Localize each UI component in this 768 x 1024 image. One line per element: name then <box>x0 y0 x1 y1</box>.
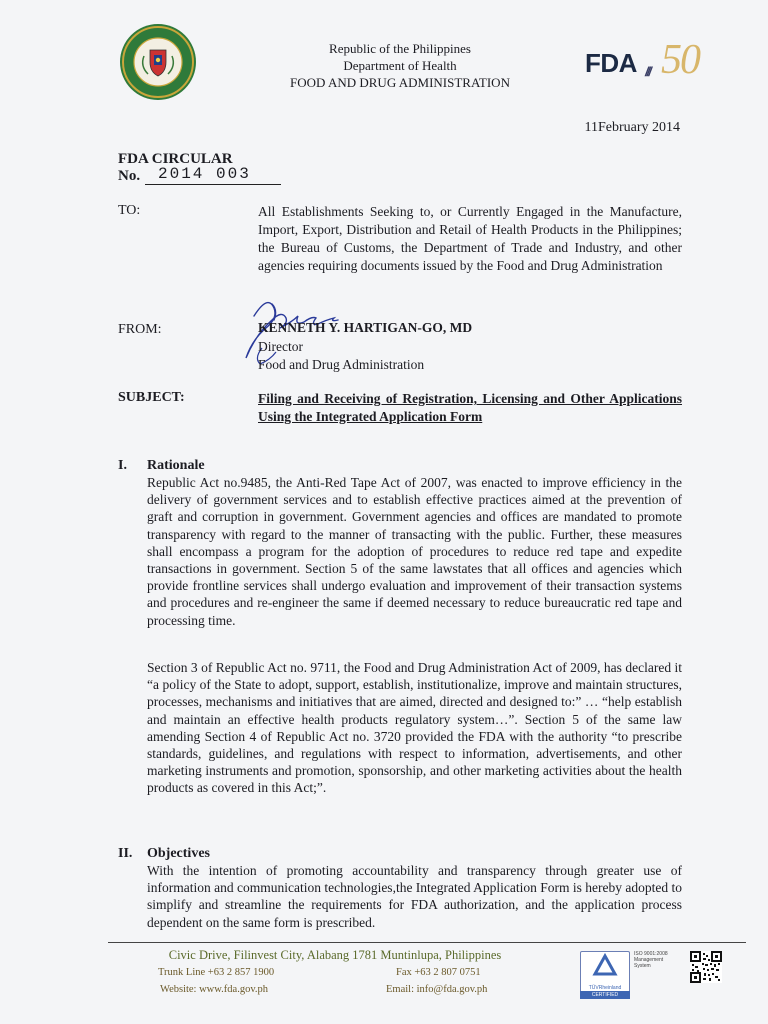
subject-text: Filing and Receiving of Registration, Licensing and Other Applications Using the Integrated Application Form <box>258 391 682 424</box>
letterhead-agency: FOOD AND DRUG ADMINISTRATION <box>290 75 510 90</box>
logo-anniversary-number: 50 <box>661 37 699 83</box>
objectives-paragraph: With the intention of promoting accountability and transparency through greater use of information and communication technologies,the Integrated Application Form is hereby adopted to simplify and streamline the requirements for FDA authorization, and the application process dependent on the same form is prescribed. <box>147 863 682 930</box>
letterhead <box>240 40 560 91</box>
tuv-label: TÜVRheinland <box>588 985 622 991</box>
circular-number-underline <box>145 184 281 185</box>
footer-divider <box>108 942 746 943</box>
from-organization: Food and Drug Administration <box>258 357 425 372</box>
circular-number-label: No. <box>118 168 141 184</box>
circular-title: FDA CIRCULAR <box>118 151 233 167</box>
subject-label: SUBJECT: <box>118 390 185 405</box>
section-title-rationale: Rationale <box>147 458 205 473</box>
from-name: KENNETH Y. HARTIGAN-GO, MD <box>258 320 473 335</box>
letterhead-country: Republic of the Philippines <box>329 41 471 56</box>
to-label: TO: <box>118 203 141 218</box>
document-date: 11February 2014 <box>584 120 680 135</box>
section-number: I. <box>118 458 127 473</box>
tuv-certified-caption: CERTIFIED <box>580 991 630 999</box>
section-title-objectives: Objectives <box>147 846 210 861</box>
circular-number-value: 2014 003 <box>158 165 251 183</box>
tuv-certification-logo <box>580 951 630 993</box>
section-number: II. <box>118 846 133 861</box>
fda-50-logo <box>583 30 723 90</box>
iso-certification-text: ISO 9001:2008 Management System <box>634 951 668 969</box>
doh-seal-icon <box>118 22 198 102</box>
to-recipients: All Establishments Seeking to, or Currently Engaged in the Manufacture, Import, Export, Distribution and Retail of Health Products in the Philippines; the Bureau of Customs, the Department of Trade and Industry, and other agencies requiring documents issued by the Food and Drug Administration <box>258 204 682 273</box>
footer-address: Civic Drive, Filinvest City, Alabang 1781 Muntinlupa, Philippines <box>168 948 502 962</box>
tuv-triangle-icon <box>581 952 629 980</box>
qr-code-icon <box>690 951 722 983</box>
footer-email: Email: info@fda.gov.ph <box>386 984 488 995</box>
rationale-paragraph-1: Republic Act no.9485, the Anti-Red Tape Act of 2007, was enacted to improve efficiency in the delivery of government services and to establish effective practices aimed at the prevention of graft and corruption in government. Government agencies and offices are mandated to promote transparency with regard to the manner of transacting with the public. Further, these measures shall encompass a program for the adoption of procedures to reduce red tape and expedite transactions in government. Section 5 of the same lawstates that all offices and agencies which provide frontline services shall undergo evaluation and improvement of their transaction systems and procedures and re-engineer the same if deemed necessary to reduce bureaucratic red tape and processing time. <box>147 475 682 628</box>
from-label: FROM: <box>118 322 162 337</box>
logo-fda-text: FDA <box>585 48 637 78</box>
footer-website: Website: www.fda.gov.ph <box>160 984 269 995</box>
rationale-paragraph-2: Section 3 of Republic Act no. 9711, the Food and Drug Administration Act of 2009, has declared it “a policy of the State to adopt, support, establish, institutionalize, improve and maintain structures, processes, mechanisms and initiatives that are aimed, directed and designed to:” … “help establish and maintain an effective health products regulatory system…”. Section 5 of the same law amending Section 4 of Republic Act no. 3720 provided the FDA with the authority “to prescribe standards, guidelines, and regulations with respect to information, advertisements, and other marketing instruments and promotion, sponsorship, and other marketing activities about the health products as covered in this Act;”. <box>147 660 682 796</box>
from-title: Director <box>258 339 303 354</box>
footer-trunk-line: Trunk Line +63 2 857 1900 <box>158 967 275 978</box>
letterhead-department: Department of Health <box>343 58 457 73</box>
footer-fax: Fax +63 2 807 0751 <box>396 967 481 978</box>
logo-stripes-icon: /// <box>645 64 650 79</box>
